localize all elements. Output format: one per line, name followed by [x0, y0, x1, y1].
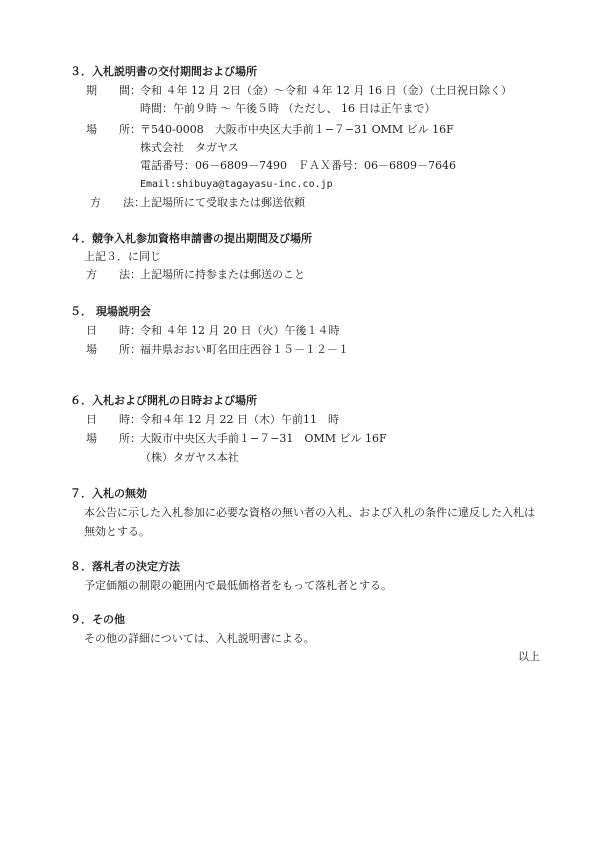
section-5-heading: ５． 現場説明会	[70, 305, 151, 318]
section-7-heading: ７．入札の無効	[70, 487, 147, 500]
s4-method-value: 上記場所に持参または郵送のこと	[140, 268, 305, 281]
s3-place-address: 〒540-0008 大阪市中央区大手前１−７−31 OMM ビル 16F	[140, 123, 454, 136]
s8-body: 予定価額の制限の範囲内で最低価格者をもって落札者とする。	[84, 579, 392, 592]
s3-method-label: 方 法：	[90, 196, 145, 209]
s3-period-dates: 令和 ４年 12 月 2日（金）～令和 ４年 12 月 16 日（金）（土日祝日除く）	[140, 84, 512, 97]
s3-tel-fax: 電話番号：06－6809－7490 ＦＡＸ番号：06－6809－7646	[140, 159, 456, 172]
s7-body-line-2: 無効とする。	[84, 525, 150, 538]
s5-place-value: 福井県おおい町名田庄西谷１５－１２－１	[140, 343, 349, 356]
section-6-heading: ６．入札および開札の日時および場所	[70, 394, 257, 407]
s3-method-value: 上記場所にて受取または郵送依頼	[140, 196, 305, 209]
section-4-heading: ４．競争入札参加資格申請書の提出期間及び場所	[70, 232, 312, 245]
s6-time-value: 令和４年 12 月 22 日（木）午前11 時	[140, 413, 339, 426]
s5-place-label: 場 所：	[86, 343, 141, 356]
s9-body: その他の詳細については、入札説明書による。	[84, 632, 315, 645]
closing-mark: 以上	[518, 650, 540, 663]
s7-body-line-1: 本公告に示した入札参加に必要な資格の無い者の入札、および入札の条件に違反した入札は	[84, 506, 535, 519]
s5-time-value: 令和 ４年 12 月 20 日（火）午後１４時	[140, 324, 340, 337]
s3-place-label: 場 所：	[86, 123, 141, 136]
s3-period-time: 時間：午前９時 ～ 午後５時 （ただし、 16 日は正午まで）	[140, 102, 436, 115]
s5-time-label: 日 時：	[86, 324, 141, 337]
s3-email: Email:shibuya@tagayasu-inc.co.jp	[140, 179, 333, 190]
s6-place-label: 場 所：	[86, 432, 141, 445]
s3-period-label: 期 間：	[86, 84, 141, 97]
s6-place-value: 大阪市中央区大手前１−７−31 OMM ビル 16F	[140, 432, 387, 445]
section-9-heading: ９．その他	[70, 613, 125, 626]
s4-method-label: 方 法：	[86, 268, 141, 281]
s4-same-as-above: 上記３．に同じ	[84, 250, 161, 263]
section-8-heading: ８．落札者の決定方法	[70, 560, 180, 573]
s6-office: （株）タガヤス本社	[140, 451, 239, 464]
s6-time-label: 日 時：	[86, 413, 141, 426]
section-3-heading: ３．入札説明書の交付期間および場所	[70, 65, 257, 78]
s3-company: 株式会社 タガヤス	[140, 141, 239, 154]
